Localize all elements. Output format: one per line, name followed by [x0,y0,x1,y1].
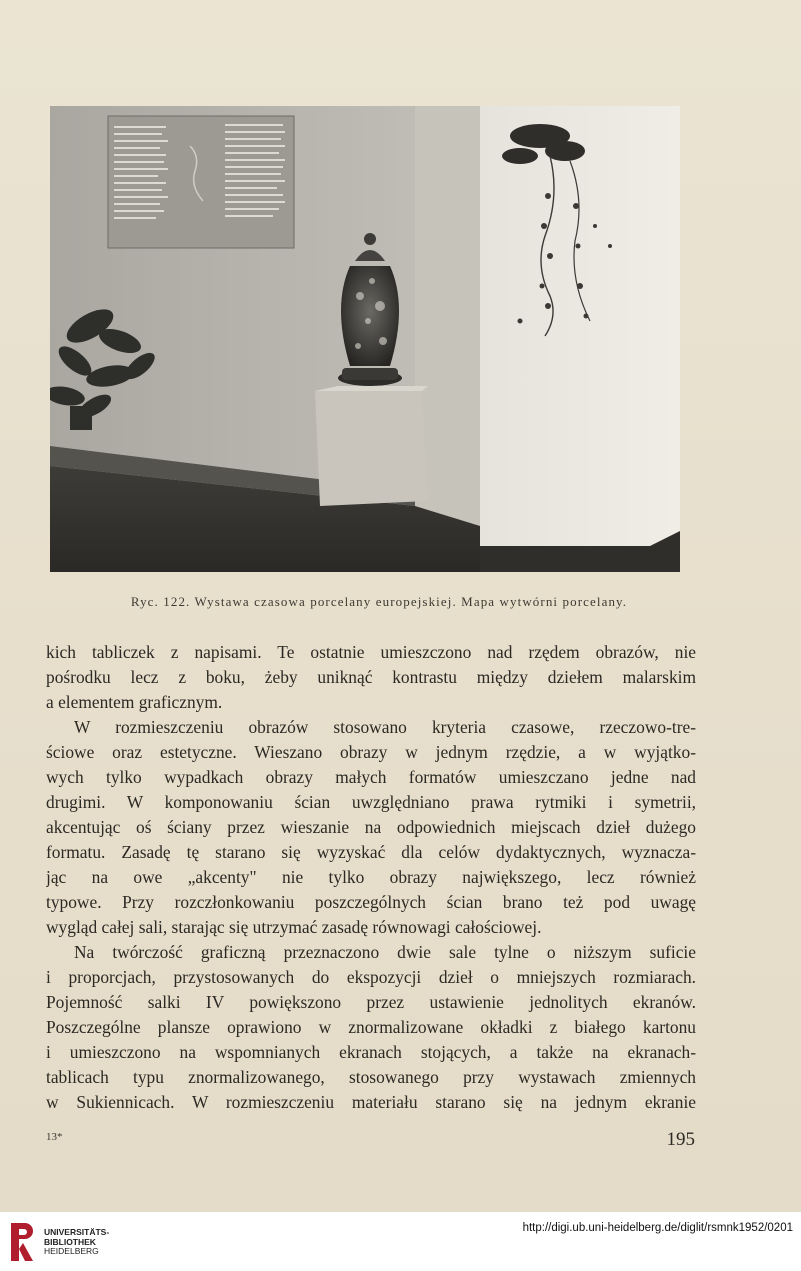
library-logo-icon [8,1221,36,1263]
text-line: pośrodku lecz z boku, żeby uniknąć kontrastu między dziełem malarskim [46,667,696,687]
body-text [46,640,696,1115]
text-line: typowe. Przy rozczłonkowaniu poszczególnych ścian brano też pod uwagę [46,892,696,912]
text-line: Pojemność salki IV powiększono przez ustawienie jednolitych ekranów. [46,992,696,1012]
library-name-line2: BIBLIOTHEK [44,1236,96,1247]
text-line: Poszczególne plansze oprawiono w znormalizowane okładki z białego kartonu [46,1017,696,1037]
text-line: i proporcjach, przystosowanych do ekspozycji dzieł o mniejszych rozmiarach. [46,967,696,987]
library-name-line1: UNIVERSITÄTS- [44,1227,110,1237]
text-line: i umieszczono na wspomnianych ekranach stojących, a także na ekranach- [46,1042,696,1062]
library-name [44,1228,109,1257]
text-line: w Sukiennicach. W rozmieszczeniu materiału starano się na jednym ekranie [46,1092,696,1112]
page-number: 195 [666,1129,695,1150]
text-line: a elementem graficznym. [46,692,223,712]
text-line: kich tabliczek z napisami. Te ostatnie umieszczono nad rzędem obrazów, nie [46,642,696,662]
signature-mark: 13* [46,1131,63,1143]
text-line: jąc na owe „akcenty" nie tylko obrazy największego, lecz również [46,867,696,887]
exhibition-photo [50,106,680,572]
library-footer [0,1212,801,1271]
figure-caption: Ryc. 122. Wystawa czasowa porcelany europejskiej. Mapa wytwórni porcelany. [130,594,628,609]
text-line: drugimi. W komponowaniu ścian uwzględniano prawa rytmiki i symetrii, [46,792,696,812]
text-line: wygląd całej sali, starając się utrzymać zasadę równowagi całościowej. [46,917,542,937]
text-line: Na twórczość graficzną przeznaczono dwie sale tylne o niższym suficie [74,942,696,962]
text-line: formatu. Zasadę tę starano się wyzyskać dla celów dydaktycznych, wyznacza- [46,842,696,862]
text-line: ściowe oraz estetyczne. Wieszano obrazy w jednym rzędzie, a w wyjątko- [46,742,696,762]
text-line: W rozmieszczeniu obrazów stosowano kryteria czasowe, rzeczowo-tre- [74,717,696,737]
text-line: wych tylko wypadkach obrazy małych formatów umieszczano jedne nad [46,767,696,787]
text-line: tablicach typu znormalizowanego, stosowanego przy wystawach zmiennych [46,1067,696,1087]
text-line: akcentując oś ściany przez wieszanie na odpowiednich miejscach dzieł dużego [46,817,696,837]
permalink-url[interactable]: http://digi.ub.uni-heidelberg.de/diglit/rsmnk1952/0201 [522,1222,793,1234]
library-name-line3: HEIDELBERG [44,1246,99,1256]
